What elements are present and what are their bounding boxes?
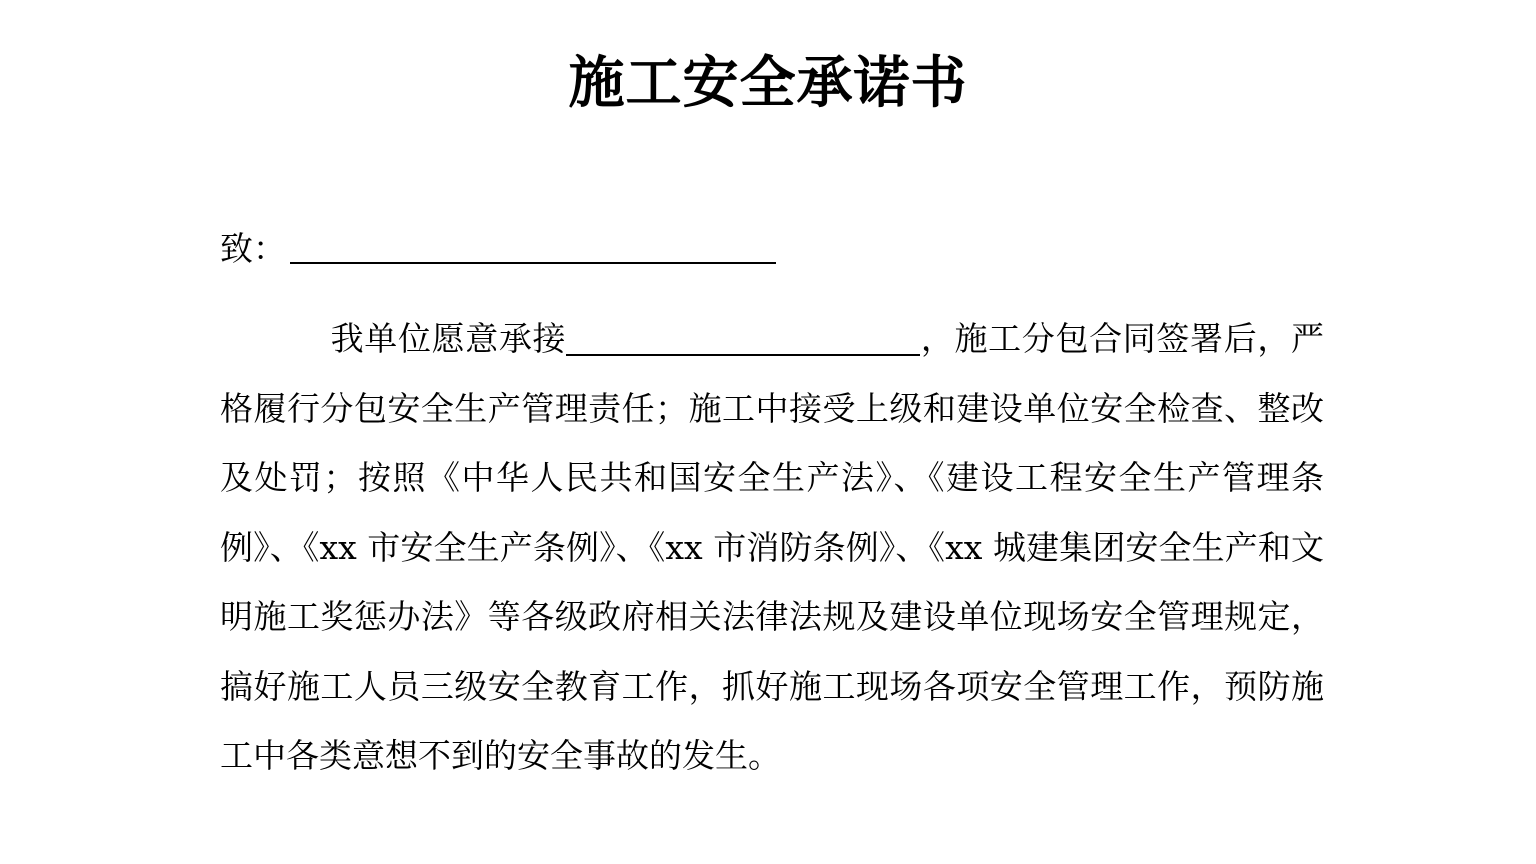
commitment-paragraph <box>220 304 1324 791</box>
document-title: 施工安全承诺书 <box>568 50 968 116</box>
paragraph-start: 我单位愿意承接 <box>330 319 567 358</box>
recipient-line <box>220 226 776 272</box>
project-name-blank[interactable] <box>566 326 920 356</box>
recipient-blank[interactable] <box>290 232 776 264</box>
recipient-label: 致： <box>220 229 286 268</box>
paragraph-rest: ，施工分包合同签署后，严格履行分包安全生产管理责任；施工中接受上级和建设单位安全检查、整改及处罚；按照《中华人民共和国安全生产法》、《建设工程安全生产管理条例》、《xx 市安全生产条例》、《xx 市消防条例》、《xx 城建集团安全生产和文明施工奖惩办法》等各级政府相关法律法规及建设单位现场安全管理规定，搞好施工人员三级安全教育工作，抓好施工现场各项安全管理工作，预防施工中各类意想不到的安全事故的发生。 <box>220 319 1325 775</box>
